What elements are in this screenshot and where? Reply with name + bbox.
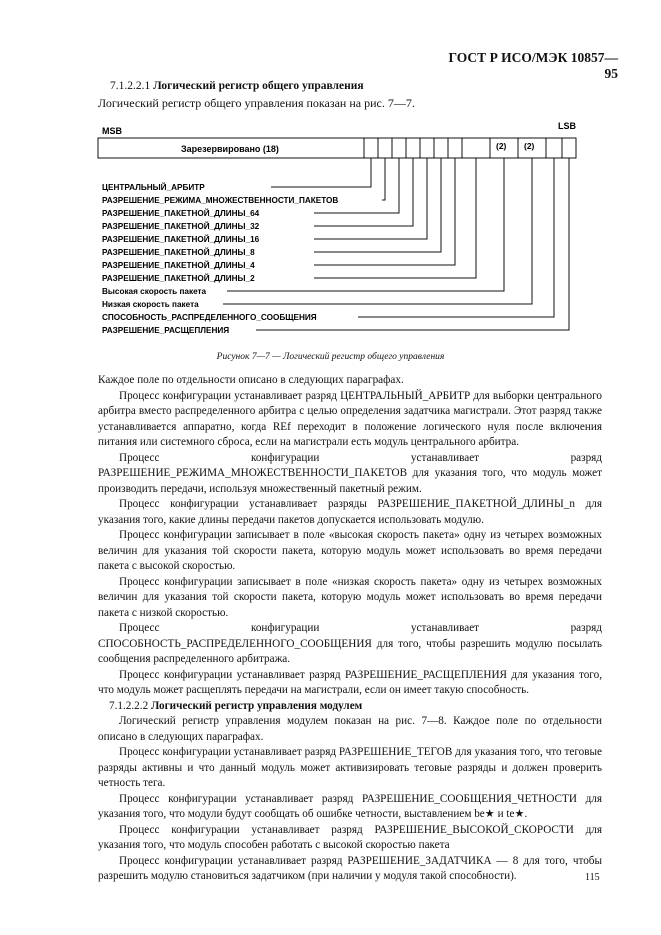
bit-label: Высокая скорость пакета bbox=[102, 287, 207, 296]
bit-label: РАЗРЕШЕНИЕ_РЕЖИМА_МНОЖЕСТВЕННОСТИ_ПАКЕТОВ bbox=[102, 196, 339, 205]
paragraph: Логический регистр управления модулем показан на рис. 7—8. Каждое поле по отдельности описано в следующих параграфах. bbox=[98, 715, 602, 743]
bit-label: РАЗРЕШЕНИЕ_ПАКЕТНОЙ_ДЛИНЫ_16 bbox=[102, 235, 260, 244]
section-title: Логический регистр управления модулем bbox=[150, 699, 363, 712]
leader-line bbox=[223, 158, 532, 304]
field-b: (2) bbox=[524, 141, 535, 151]
paragraph: Каждое поле по отдельности описано в следующих параграфах. bbox=[98, 374, 404, 386]
paragraph: Процесс конфигурации устанавливает разряд РАЗРЕШЕНИЕ_ТЕГОВ для указания того, что теговые разряды активны и что данный модуль может активизировать теговые разряды и должен проверить четность тега. bbox=[98, 746, 602, 789]
paragraph: Процесс конфигурации устанавливает разряд РАЗРЕШЕНИЕ_ЗАДАТЧИКА — 8 для того, чтобы разрешить модулю становиться задатчиком (при наличии у модуля такой способности). bbox=[98, 854, 602, 882]
leader-line bbox=[227, 158, 504, 291]
leader-line bbox=[358, 158, 554, 317]
bit-labels bbox=[102, 181, 338, 335]
section-number: 7.1.2.2.1 bbox=[110, 80, 151, 92]
paragraph: Процесс конфигурации устанавливает разряд ЦЕНТРАЛЬНЫЙ_АРБИТР для выборки центрального арбитра вместо распределенного арбитра с целью определения задатчика магистрали. Этот разряд также устанавливается аппаратно, когда REf переходит в положение логического нуля после включения питания или системного сброса, если на магистрали есть модуль центрального арбитра. bbox=[98, 389, 602, 448]
bit-label: СПОСОБНОСТЬ_РАСПРЕДЕЛЕННОГО_СООБЩЕНИЯ bbox=[102, 313, 317, 322]
leader-line bbox=[314, 158, 441, 252]
body-text bbox=[98, 373, 602, 885]
paragraph: Процесс конфигурации записывает в поле «низкая скорость пакета» одну из четырех возможных величин для указания той скорости пакета, которую модуль может использовать во время передачи пакета с низкой скоростью. bbox=[98, 575, 602, 619]
reserved-field: Зарезервировано (18) bbox=[181, 144, 279, 154]
page-number: 115 bbox=[585, 872, 600, 883]
bit-label: РАЗРЕШЕНИЕ_РАСЩЕПЛЕНИЯ bbox=[102, 326, 230, 335]
field-a: (2) bbox=[496, 141, 507, 151]
leader-lines bbox=[223, 158, 569, 330]
paragraph: Процесс конфигурации устанавливает разряд РАЗРЕШЕНИЕ_РАСЩЕПЛЕНИЯ для указания того, что модуль может расщеплять передачи на магистрали, если он имеет такую способность. bbox=[98, 668, 602, 696]
leader-line bbox=[314, 158, 476, 278]
document-header: ГОСТ Р ИСО/МЭК 10857—95 bbox=[448, 50, 618, 81]
paragraph: Процесс конфигурации устанавливает разряд РАЗРЕШЕНИЕ_ВЫСОКОЙ_СКОРОСТИ для указания того, что модуль способен работать с высокой скоростью пакета bbox=[98, 823, 602, 851]
bit-label: ЦЕНТРАЛЬНЫЙ_АРБИТР bbox=[102, 183, 205, 192]
bit-label: Низкая скорость пакета bbox=[102, 300, 199, 309]
leader-line bbox=[382, 158, 385, 200]
section-number: 7.1.2.2.2 bbox=[109, 699, 149, 712]
lsb-label: LSB bbox=[558, 122, 576, 131]
section-title: Логический регистр общего управления bbox=[153, 80, 364, 92]
bit-label: РАЗРЕШЕНИЕ_ПАКЕТНОЙ_ДЛИНЫ_64 bbox=[102, 209, 260, 218]
bit-label: РАЗРЕШЕНИЕ_ПАКЕТНОЙ_ДЛИНЫ_32 bbox=[102, 222, 260, 231]
paragraph: Процесс конфигурации записывает в поле «высокая скорость пакета» одну из четырех возможных величин для указания той скорости пакета, которую модуль может использовать во время передачи пакета с высокой скоростью. bbox=[98, 529, 602, 572]
section-heading-2 bbox=[98, 699, 602, 715]
paragraph: Процесс конфигурации устанавливает разряды РАЗРЕШЕНИЕ_ПАКЕТНОЙ_ДЛИНЫ_n для указания того, какие длины передачи пакетов допускается использовать модулю. bbox=[98, 498, 602, 526]
bit-label: РАЗРЕШЕНИЕ_ПАКЕТНОЙ_ДЛИНЫ_2 bbox=[102, 274, 255, 283]
figure-caption: Рисунок 7—7 — Логический регистр общего управления bbox=[216, 352, 445, 362]
paragraph: Процесс конфигурации устанавливает разряд СПОСОБНОСТЬ_РАСПРЕДЕЛЕННОГО_СООБЩЕНИЯ для того, чтобы разрешить модулю посылать сообщения распределенного арбитража. bbox=[98, 622, 602, 665]
register-diagram bbox=[96, 122, 586, 337]
paragraph: Процесс конфигурации устанавливает разряд РАЗРЕШЕНИЕ_СООБЩЕНИЯ_ЧЕТНОСТИ для указания того, что модули будут сообщать об ошибке четности, выставлением be★ и te★. bbox=[98, 792, 602, 820]
msb-label: MSB bbox=[102, 126, 122, 136]
bit-label: РАЗРЕШЕНИЕ_ПАКЕТНОЙ_ДЛИНЫ_8 bbox=[102, 248, 255, 257]
leader-line bbox=[271, 158, 371, 187]
leader-line bbox=[314, 158, 413, 226]
paragraph: Процесс конфигурации устанавливает разряд РАЗРЕШЕНИЕ_РЕЖИМА_МНОЖЕСТВЕННОСТИ_ПАКЕТОВ для указания того, что модуль может производить передачи, используя множественный пакетный режим. bbox=[98, 451, 602, 495]
intro-line: Логический регистр общего управления показан на рис. 7—7. bbox=[98, 96, 415, 110]
section-heading-1 bbox=[110, 80, 364, 92]
bit-label: РАЗРЕШЕНИЕ_ПАКЕТНОЙ_ДЛИНЫ_4 bbox=[102, 261, 255, 270]
